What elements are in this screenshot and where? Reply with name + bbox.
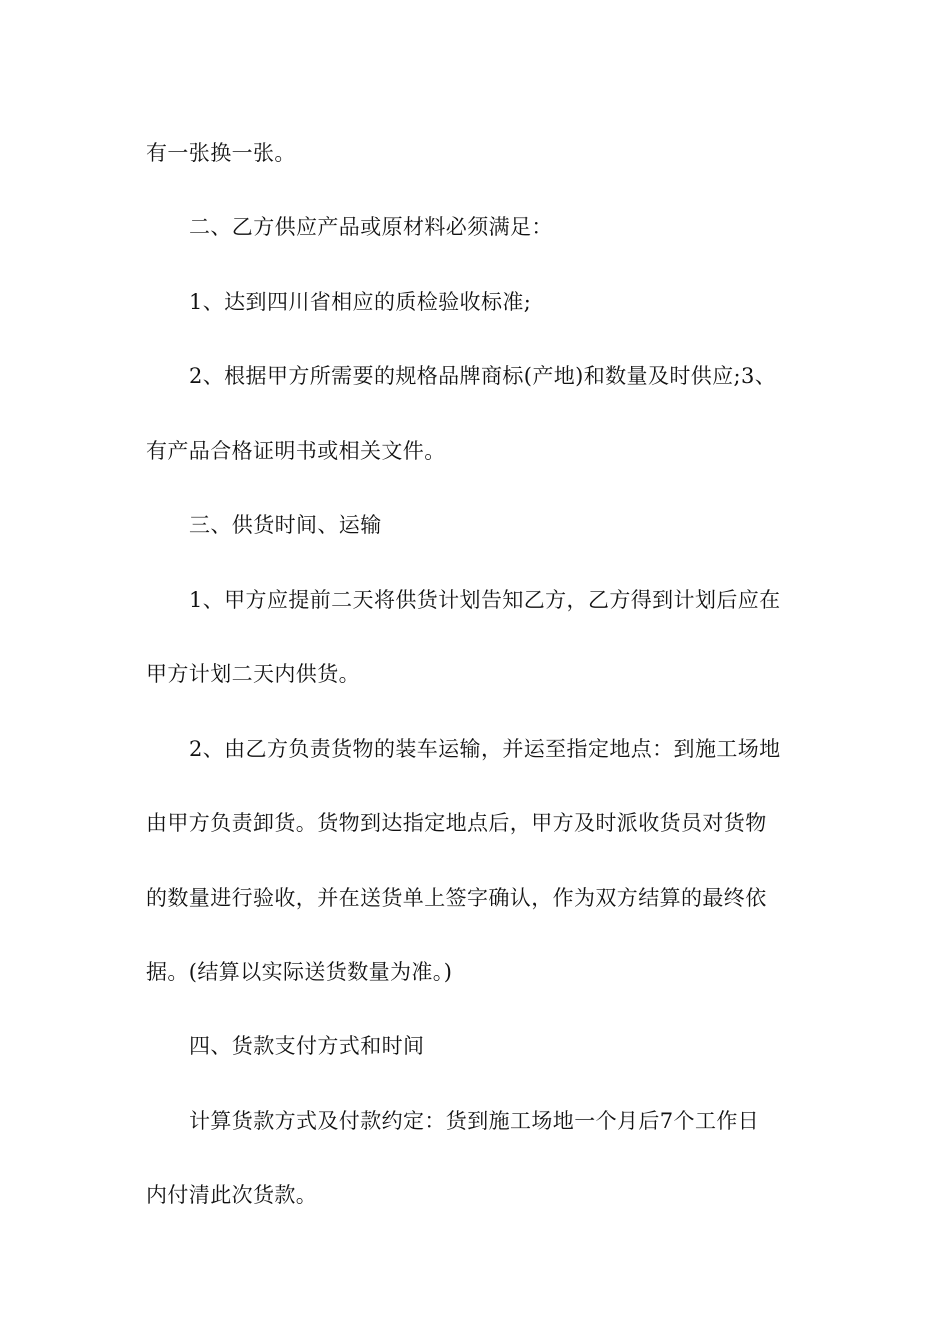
text-line: 据。(结算以实际送货数量为准。) — [146, 960, 453, 984]
text-line: 内付清此次货款。 — [146, 1183, 318, 1207]
text-line: 有一张换一张。 — [146, 141, 296, 165]
section-heading: 三、供货时间、运输 — [189, 513, 382, 537]
section-heading: 四、货款支付方式和时间 — [189, 1034, 425, 1058]
text-line: 1、达到四川省相应的质检验收标准; — [189, 290, 532, 314]
text-line: 2、根据甲方所需要的规格品牌商标(产地)和数量及时供应;3、 — [189, 364, 777, 388]
section-heading: 二、乙方供应产品或原材料必须满足： — [189, 215, 553, 239]
text-line: 计算货款方式及付款约定：货到施工场地一个月后7个工作日 — [189, 1109, 760, 1133]
text-line: 由甲方负责卸货。货物到达指定地点后，甲方及时派收货员对货物 — [146, 811, 767, 835]
text-line: 2、由乙方负责货物的装车运输，并运至指定地点：到施工场地 — [189, 737, 781, 761]
text-line: 甲方计划二天内供货。 — [146, 662, 360, 686]
text-line: 有产品合格证明书或相关文件。 — [146, 439, 446, 463]
text-line: 1、甲方应提前二天将供货计划告知乙方，乙方得到计划后应在 — [189, 588, 781, 612]
text-line: 的数量进行验收，并在送货单上签字确认，作为双方结算的最终依 — [146, 886, 767, 910]
